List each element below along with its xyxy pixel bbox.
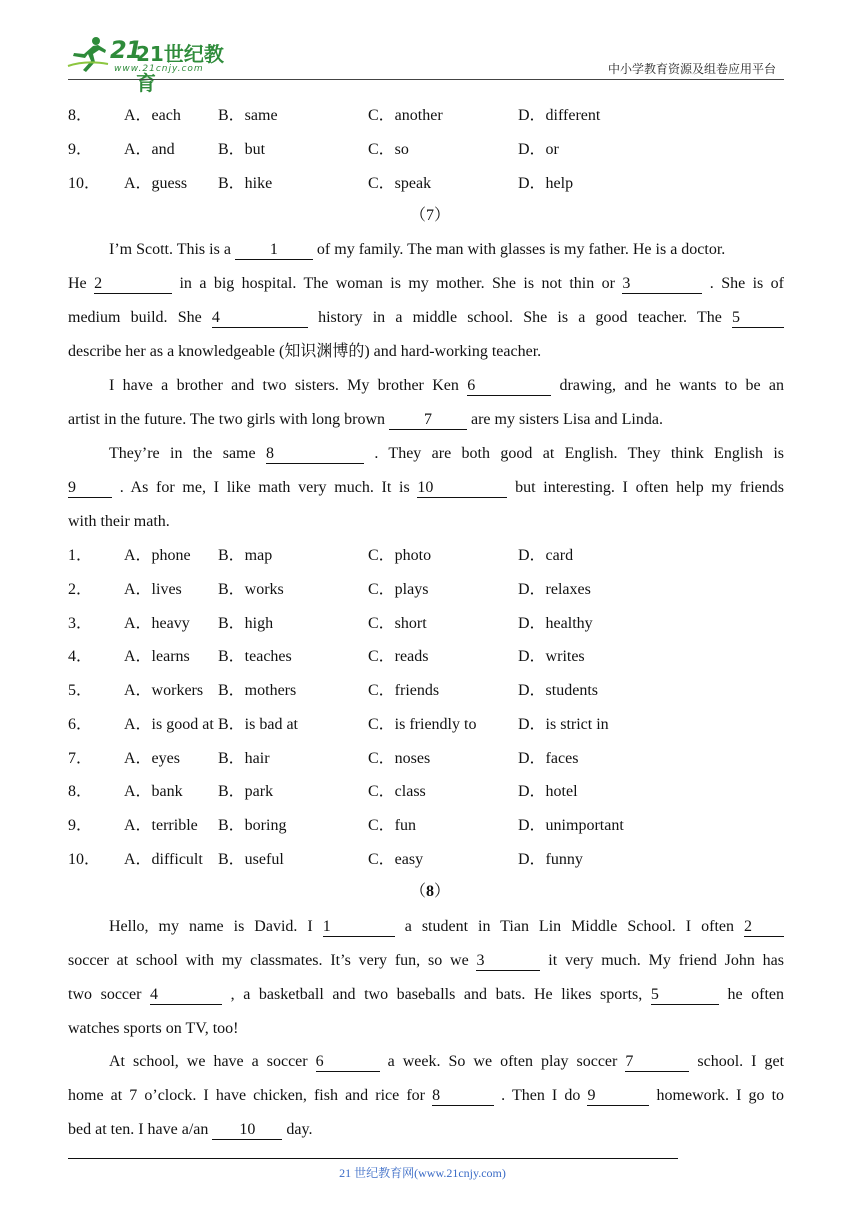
option-c: C．so	[368, 141, 409, 158]
passage-text: in a big hospital. The woman is my mother. She is not thin or	[179, 275, 615, 292]
option-d: D．hotel	[518, 783, 578, 800]
answer-blank: 10	[212, 1121, 282, 1140]
answer-blank: 2	[744, 918, 784, 937]
option-c: C．photo	[368, 547, 432, 564]
option-d: D．students	[518, 682, 599, 699]
question-number: 7．	[68, 750, 93, 767]
option-c: C．reads	[368, 648, 429, 665]
answer-blank: 8	[432, 1087, 494, 1106]
option-a: A．terrible	[124, 817, 198, 834]
option-d: D．relaxes	[518, 581, 591, 598]
question-number: 5．	[68, 682, 93, 699]
passage-text: history in a middle school. She is a good teacher. The	[318, 309, 722, 326]
option-row	[68, 713, 784, 737]
section-7-title: （7）	[409, 207, 450, 224]
answer-blank: 1	[323, 918, 395, 937]
answer-blank: 5	[651, 986, 719, 1005]
option-d: D．help	[518, 175, 574, 192]
question-number: 2．	[68, 581, 93, 598]
passage-text: At school, we have a soccer	[109, 1053, 308, 1070]
option-c: C．short	[368, 615, 427, 632]
question-number: 9．	[68, 817, 93, 834]
question-number: 4．	[68, 648, 93, 665]
passage-text: artist in the future. The two girls with long brown	[68, 411, 385, 428]
question-number: 8．	[68, 107, 93, 124]
passage-line	[109, 238, 784, 262]
option-row	[68, 138, 784, 162]
option-b: B．works	[218, 581, 284, 598]
passage-line	[68, 408, 784, 432]
answer-blank: 10	[417, 479, 507, 498]
option-c: C．class	[368, 783, 426, 800]
brand-logo	[66, 34, 236, 95]
option-a: A．guess	[124, 175, 188, 192]
passage-text: describe her as a knowledgeable (知识渊博的) and hard-working teacher.	[68, 343, 542, 360]
answer-blank: 6	[316, 1053, 380, 1072]
question-number: 8．	[68, 783, 93, 800]
option-b: B．but	[218, 141, 266, 158]
header-tagline: 中小学教育资源及组卷应用平台	[607, 62, 776, 76]
logo-url: www.21cnjy.com	[114, 64, 204, 74]
passage-text: school. I get	[697, 1053, 785, 1070]
option-row	[68, 104, 784, 128]
option-d: D．writes	[518, 648, 585, 665]
option-b: B．teaches	[218, 648, 292, 665]
footer-divider	[68, 1158, 678, 1159]
passage-text: it very much. My friend John has	[548, 952, 785, 969]
passage-text: . She is of	[709, 275, 785, 292]
option-c: C．easy	[368, 851, 424, 868]
answer-blank: 9	[68, 479, 112, 498]
answer-blank: 1	[235, 241, 313, 260]
option-row	[68, 645, 784, 669]
passage-line	[68, 949, 784, 973]
passage-text: . They are both good at English. They think English is	[374, 445, 785, 462]
passage-text: two soccer	[68, 986, 142, 1003]
passage-text: a week. So we often play soccer	[387, 1053, 618, 1070]
passage-text: soccer at school with my classmates. It’s very fun, so we	[68, 952, 469, 969]
option-a: A．and	[124, 141, 175, 158]
passage-text: he often	[727, 986, 785, 1003]
passage-text: . As for me, I like math very much. It is	[119, 479, 410, 496]
passage-text: Hello, my name is David. I	[109, 918, 313, 935]
section-8-title	[0, 880, 860, 904]
answer-blank: 8	[266, 445, 364, 464]
answer-blank: 7	[625, 1053, 689, 1072]
passage-text: are my sisters Lisa and Linda.	[471, 411, 663, 428]
option-c: C．fun	[368, 817, 417, 834]
passage-text: day.	[286, 1121, 313, 1138]
option-c: C．speak	[368, 175, 432, 192]
logo-text: 21世纪教育	[136, 42, 224, 95]
option-c: C．is friendly to	[368, 716, 477, 733]
option-b: B．boring	[218, 817, 287, 834]
passage-text: but interesting. I often help my friends	[515, 479, 785, 496]
option-row	[68, 747, 784, 771]
passage-text: They’re in the same	[109, 445, 256, 462]
option-d: D．card	[518, 547, 574, 564]
question-number: 9．	[68, 141, 93, 158]
answer-blank: 3	[622, 275, 702, 294]
option-b: B．same	[218, 107, 278, 124]
answer-blank: 4	[150, 986, 222, 1005]
option-c: C．another	[368, 107, 443, 124]
option-row	[68, 544, 784, 568]
option-row	[68, 848, 784, 872]
passage-text: . Then I do	[501, 1087, 581, 1104]
option-b: B．map	[218, 547, 273, 564]
option-b: B．mothers	[218, 682, 297, 699]
answer-blank: 6	[467, 377, 551, 396]
option-row	[68, 679, 784, 703]
option-a: A．is good at	[124, 716, 214, 733]
passage-text: bed at ten. I have a/an	[68, 1121, 209, 1138]
passage-line	[109, 915, 784, 939]
passage-line	[68, 510, 784, 534]
option-a: A．heavy	[124, 615, 190, 632]
passage-line	[109, 1050, 784, 1074]
option-d: D．different	[518, 107, 601, 124]
question-number: 1．	[68, 547, 93, 564]
passage-text: home at 7 o’clock. I have chicken, fish and rice for	[68, 1087, 425, 1104]
answer-blank: 2	[94, 275, 172, 294]
runner-icon	[66, 34, 110, 74]
option-d: D．or	[518, 141, 559, 158]
option-a: A．bank	[124, 783, 183, 800]
option-b: B．useful	[218, 851, 284, 868]
option-d: D．healthy	[518, 615, 593, 632]
passage-text: He	[68, 275, 87, 292]
passage-line	[68, 1084, 784, 1108]
option-b: B．hike	[218, 175, 273, 192]
option-c: C．noses	[368, 750, 431, 767]
page-header	[0, 0, 860, 95]
page-footer: 21 世纪教育网(www.21cnjy.com)	[339, 1166, 506, 1180]
passage-line	[68, 476, 784, 500]
section-8-title-close: ）	[434, 883, 451, 900]
passage-text: , a basketball and two baseballs and bats. He likes sports,	[230, 986, 643, 1003]
passage-text: homework. I go to	[656, 1087, 785, 1104]
option-row	[68, 612, 784, 636]
option-a: A．each	[124, 107, 181, 124]
passage-text: watches sports on TV, too!	[68, 1020, 239, 1037]
option-row	[68, 172, 784, 196]
passage-line	[109, 442, 784, 466]
passage-text: a student in Tian Lin Middle School. I often	[404, 918, 734, 935]
logo-number: 21	[110, 36, 142, 64]
option-b: B．is bad at	[218, 716, 298, 733]
question-number: 3．	[68, 615, 93, 632]
option-a: A．difficult	[124, 851, 203, 868]
option-b: B．high	[218, 615, 274, 632]
passage-line	[68, 983, 784, 1007]
passage-line	[68, 272, 784, 296]
question-number: 10．	[68, 851, 101, 868]
passage-text: drawing, and he wants to be an	[559, 377, 785, 394]
passage-text: of my family. The man with glasses is my father. He is a doctor.	[316, 241, 726, 258]
passage-line	[68, 306, 784, 330]
passage-line	[68, 1017, 784, 1041]
passage-text: medium build. She	[68, 309, 202, 326]
option-d: D．faces	[518, 750, 579, 767]
option-d: D．unimportant	[518, 817, 624, 834]
option-a: A．eyes	[124, 750, 180, 767]
option-a: A．learns	[124, 648, 190, 665]
passage-text: with their math.	[68, 513, 170, 530]
passage-text: I have a brother and two sisters. My brother Ken	[109, 377, 459, 394]
option-c: C．friends	[368, 682, 440, 699]
option-c: C．plays	[368, 581, 429, 598]
answer-blank: 9	[587, 1087, 649, 1106]
answer-blank: 5	[732, 309, 784, 328]
section-8-title-open: （	[409, 883, 426, 900]
passage-line	[68, 340, 784, 364]
header-divider	[68, 79, 784, 80]
option-b: B．park	[218, 783, 274, 800]
question-number: 10．	[68, 175, 101, 192]
option-d: D．funny	[518, 851, 583, 868]
passage-line	[68, 1118, 784, 1142]
passage-text: I’m Scott. This is a	[109, 241, 231, 258]
option-a: A．workers	[124, 682, 204, 699]
question-number: 6．	[68, 716, 93, 733]
option-d: D．is strict in	[518, 716, 609, 733]
passage-line	[109, 374, 784, 398]
option-row	[68, 780, 784, 804]
option-row	[68, 578, 784, 602]
section-8-title-number: 8	[426, 883, 434, 900]
answer-blank: 4	[212, 309, 308, 328]
option-b: B．hair	[218, 750, 270, 767]
option-a: A．lives	[124, 581, 182, 598]
answer-blank: 3	[476, 952, 540, 971]
answer-blank: 7	[389, 411, 467, 430]
option-row	[68, 814, 784, 838]
option-a: A．phone	[124, 547, 191, 564]
